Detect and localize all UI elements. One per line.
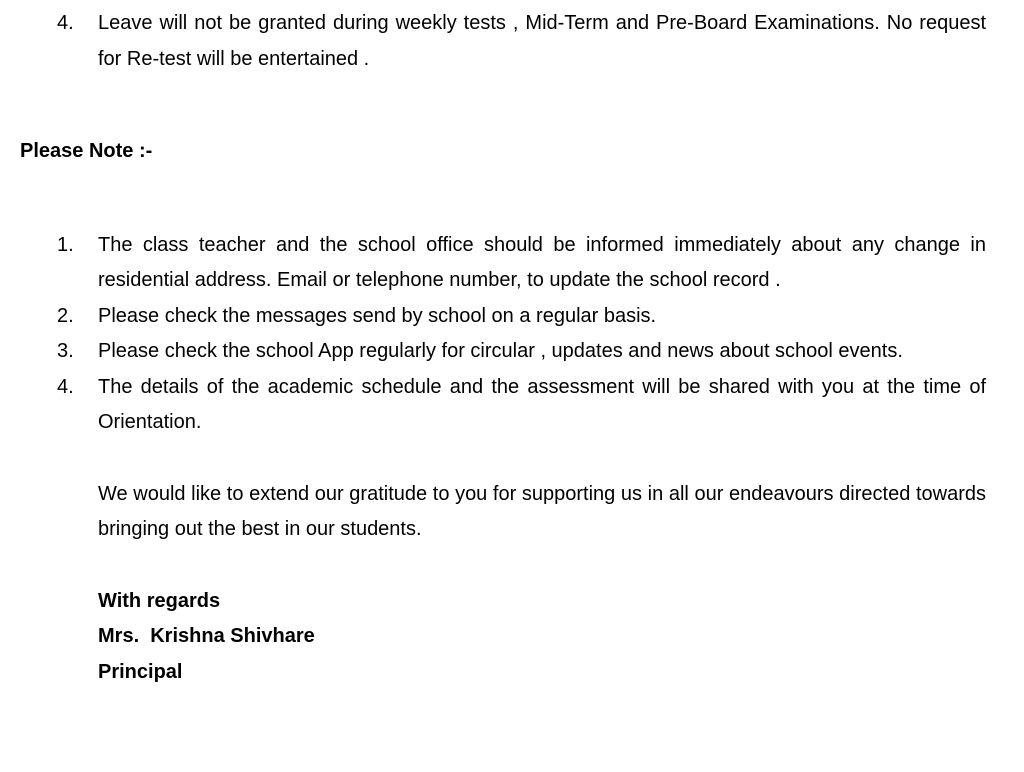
list-item-text: Please check the messages send by school on a regular basis. [98, 304, 657, 327]
note-item-2 [0, 299, 1024, 335]
list-item-number: 4. [57, 375, 74, 398]
list-item-number: 4. [57, 12, 74, 34]
gratitude-paragraph: We would like to extend our gratitude to you for supporting us in all our endeavours directed towards bringing out the best in our students. [98, 482, 986, 540]
list-item-text: Leave will not be granted during weekly tests , Mid-Term and Pre-Board Examinations. No request for Re-test will be entertained . [98, 12, 986, 70]
list-item-number: 2. [57, 304, 74, 327]
list-item-text: Please check the school App regularly for circular , updates and news about school events. [98, 340, 903, 362]
note-item-4 [0, 370, 1024, 441]
note-list [0, 228, 1024, 441]
list-item-number: 1. [57, 233, 74, 256]
list-item-text: The details of the academic schedule and the assessment will be shared with you at the time of Orientation. [98, 375, 986, 433]
list-item-number: 3. [57, 340, 74, 362]
signature-title: Principal [98, 660, 183, 683]
signature-regards: With regards [98, 589, 221, 612]
leave-rule-item-4 [0, 6, 1024, 77]
signature-block [98, 584, 1024, 691]
note-item-1 [0, 228, 1024, 299]
note-item-3 [0, 334, 1024, 370]
please-note-heading: Please Note :- [20, 140, 153, 162]
list-item-text: The class teacher and the school office should be informed immediately about any change in residential address. Email or telephone number, to update the school record . [98, 233, 986, 291]
signature-name: Mrs. Krishna Shivhare [98, 625, 315, 647]
